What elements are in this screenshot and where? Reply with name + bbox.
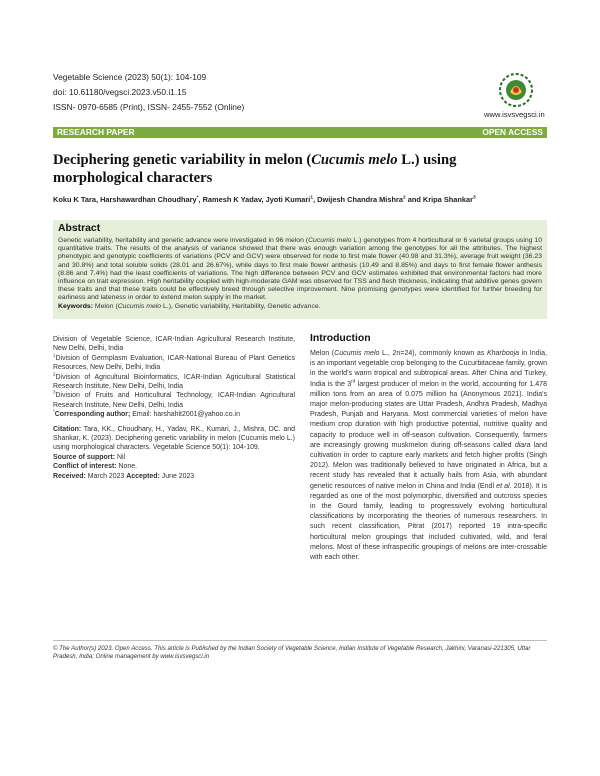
introduction-heading: Introduction xyxy=(310,333,371,344)
keywords: Keywords: Melon (Cucumis melo L.), Genetic variability, Heritability, Genetic advance. xyxy=(58,303,321,310)
doi[interactable]: doi: 10.61180/vegsci.2023.v50.i1.15 xyxy=(53,87,187,97)
affiliation-3: $^3$Division of Fruits and Horticultural Technology, ICAR-Indian Agricultural Research Institute, New Delhi, Delhi, India xyxy=(53,390,295,409)
abstract-text: Genetic variability, heritability and genetic advance were investigated in 96 melon (Cucumis melo L.) genotypes from 4 horticultural or 6 varietal groups using 10 quantitative traits. The results of the analysis of variance showed that there was enough variation among the genotypes for all the attributes. The highest phenotypic and genotypic coefficients of variations (PCV and GCV) were observed for node to first male flower (40.98 and 31.3%), average fruit weight (36.23 and 30.8%) and total soluble solids (28.01 and 26.67%), while days to first male flower anthesis (10.49 and 8.85%) and days to first female flower anthesis (8.86 and 7.4%) had the least coefficients of variations. The high difference between PCV and GCV estimates exhibited that environmental factors had more influence on trait expression. High heritability coupled with high-moderate GAM was observed for TSS and flesh thickness, indicating that additive genes govern these traits and that these traits could be effectively breed through selective improvement. Nine promising genotypes were identified for further breeding for earliness and lateness in order to extend melon supply in the market. xyxy=(58,237,542,302)
open-access-label: OPEN ACCESS xyxy=(482,127,543,137)
abstract-heading: Abstract xyxy=(58,223,101,234)
conflict-of-interest: Conflict of interest: None. xyxy=(53,463,138,471)
introduction-text: Melon (Cucumis melo L., 2n=24), commonly known as Kharbooja in India, is an important vegetable crop belonging to the Cucurbitaceae family, grown in the world's warm tropical and subtropical areas. After China and Turkey, India is the 3rd largest producer of melon in the world, accounting for 1.478 million tons from an area of 0.075 million ha (Anonymous 2021). India's major melon-producing states are Uttar Pradesh, Andhra Pradesh, Madhya Pradesh, Punjab and Haryana. Most commercial varieties of melon have medium crop duration with high productive potential, nutritive quality and capacity to produce well in off-season cultivation. Consequently, farmers are increasingly growing muskmelon during off-seasons called diara land cultivation in order to capture early markets and fetch higher profits (Singh 2012). Melon was traditionally believed to have originated in Africa, but a recent study has revealed that it actually hails from Asia, with abundant genetic resources of native melon in China and India (Endl et al. 2018). It is regarded as one of the most polymorphic, diversified and outcross species in the Gourd family, leading to progressively evolving horticultural classifications by incorporating the theories of numerous researchers. In such recent classification, Pitrat (2017) reported 19 intra-specific horticultural melon groupings that included cultivated, wild, and feral melons. Most of these infraspecific groupings of melons are inter-crossable with each other. xyxy=(310,350,548,562)
issn: ISSN- 0970-6585 (Print), ISSN- 2455-7552 (Online) xyxy=(53,102,245,112)
affiliation-main: Division of Vegetable Science, ICAR-Indian Agricultural Research Institute, New Delhi, Delhi, India xyxy=(53,336,295,353)
corresponding-author: *Corresponding author; Email: harshahit2001@yahoo.co.in xyxy=(53,408,240,419)
article-title: Deciphering genetic variability in melon (Cucumis melo L.) using morphological characters xyxy=(53,152,457,186)
citation: Citation: Tara, KK., Choudhary, H., Yadav, RK., Kumari, J., Mishra, DC. and Shankar, K. (2023). Deciphering genetic variability in melon (Cucumis melo L.) using morphological characters. Vegetable Science 50(1): 104-109. xyxy=(53,425,295,452)
author-list: Koku K Tara, Harshawardhan Choudhary*, Ramesh K Yadav, Jyoti Kumari$^1$, Dwijesh Chandra Mishra$^2$ and Kripa Shankar$^3$ xyxy=(53,195,476,204)
copyright-footer: © The Author(s) 2023. Open Access. This article is Published by the Indian Society of Vegetable Science, Indian Institute of Vegetable Research, Jakhini, Varanasi-221305, Uttar Pradesh, India; Online management by www.isvsvegsci.in xyxy=(53,645,531,660)
journal-website[interactable]: www.isvsvegsci.in xyxy=(484,110,545,119)
journal-citation: Vegetable Science (2023) 50(1): 104-109 xyxy=(53,72,207,82)
source-of-support: Source of support: Nil xyxy=(53,453,126,461)
affiliation-2: $^2$Division of Agricultural Bioinformatics, ICAR-Indian Agricultural Statistical Research Institute, New Delhi, Delhi, India xyxy=(53,371,295,391)
society-logo xyxy=(488,72,544,108)
affiliation-1: $^1$Division of Germplasm Evaluation, ICAR-National Bureau of Plant Genetics Resources, New Delhi, Delhi, India xyxy=(53,352,295,372)
abstract-box xyxy=(53,220,547,319)
footer-divider xyxy=(53,640,547,641)
affiliations-column xyxy=(53,335,295,481)
dates: Received: March 2023 Accepted: June 2023 xyxy=(53,472,195,480)
article-type-bar xyxy=(53,127,547,138)
research-paper-label: RESEARCH PAPER xyxy=(57,127,135,137)
